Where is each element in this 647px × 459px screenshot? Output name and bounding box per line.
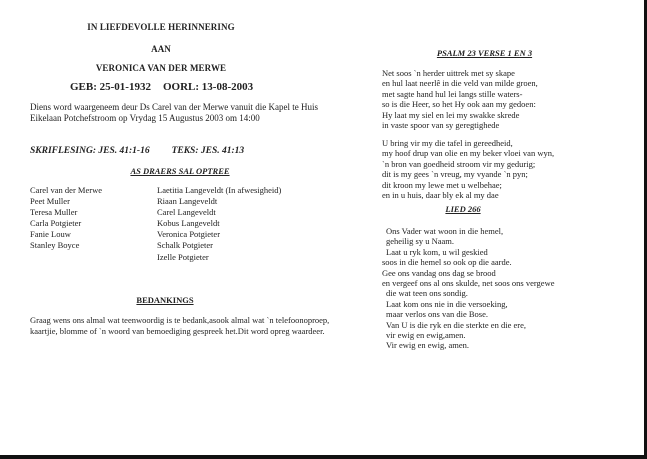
psalm-title: PSALM 23 VERSE 1 EN 3: [436, 48, 533, 58]
hymn-title: LIED 266: [445, 204, 481, 214]
psalm-line: dit is my gees `n vreug, my vyande `n pyn;: [382, 169, 528, 180]
bearer-name: Schalk Potgieter: [157, 240, 213, 251]
bearer-name: Teresa Muller: [30, 207, 78, 218]
hymn-line: Gee ons vandag ons dag se brood: [382, 267, 496, 278]
thanks-text: Graag wens ons almal wat teenwoordig is te bedank,asook almal wat `n telefoonoproep, kaartjie, blomme of `n woord van bemoediging gespreek het.Dit word opreg waardeer.: [30, 315, 330, 336]
sermon-text: TEKS: JES. 41:13: [171, 146, 245, 156]
bearer-name: Izelle Potgieter: [157, 251, 209, 262]
life-dates: [70, 81, 253, 93]
psalm-line: `n bron van goedheid stroom vir my gedurig;: [382, 158, 536, 169]
psalm-line: so is die Heer, so het Hy ook aan my gedoen:: [382, 99, 536, 110]
psalm-line: U bring vir my die tafel in gereedheid,: [382, 138, 513, 148]
hymn-line: Van U is die ryk en die sterkte en die ere,: [386, 319, 526, 330]
psalm-line: met sagte hand hul lei langs stille waters-: [382, 88, 523, 99]
bearer-name: Laetitia Langeveldt (In afwesigheid): [157, 185, 282, 195]
psalm-line: my hoof drup van olie en my beker vloei van wyn,: [382, 148, 555, 159]
heading-line-1: IN LIEFDEVOLLE HERINNERING: [87, 22, 235, 32]
bearer-name: Veronica Potgieter: [157, 229, 221, 240]
heading-line-2: AAN: [151, 44, 171, 54]
hymn-line: Laat u ryk kom, u wil geskied: [386, 246, 488, 257]
hymn-text: [382, 226, 647, 351]
psalm-stanza-2: [382, 138, 644, 200]
psalm-line: Net soos `n herder uittrek met sy skape: [382, 68, 515, 78]
hymn-line: Vir ewig en ewig, amen.: [386, 340, 470, 351]
psalm-line: en hul laat neerlê in die veld van milde groen,: [382, 78, 538, 89]
psalm-line: dit kroon my lewe met u welbehae;: [382, 179, 502, 190]
hymn-line: maar verlos ons van die Bose.: [386, 309, 488, 320]
bearer-name: Carel van der Merwe: [30, 185, 102, 195]
hymn-line: vir ewig en ewig,amen.: [386, 330, 466, 341]
bearer-name: Carla Potgieter: [30, 218, 82, 229]
hymn-line: soos in die hemel so ook op die aarde.: [382, 257, 512, 268]
birth-date: GEB: 25-01-1932: [70, 81, 151, 93]
bearers-list-right: [157, 185, 281, 263]
bearers-list-left: [30, 185, 102, 252]
scan-edge-bottom: [0, 455, 647, 459]
hymn-line: Ons Vader wat woon in die hemel,: [386, 226, 504, 236]
bearers-title: AS DRAERS SAL OPTREE: [130, 166, 230, 176]
hymn-line: en vergeef ons al ons skulde, net soos ons vergewe: [382, 278, 555, 289]
bearer-name: Fanie Louw: [30, 229, 71, 240]
bearer-name: Peet Muller: [30, 196, 70, 207]
psalm-line: Hy laat my siel en lei my swakke skrede: [382, 109, 520, 120]
scripture-reading: SKRIFLESING: JES. 41:1-16: [30, 146, 150, 156]
readings-line: [30, 146, 244, 156]
hymn-line: geheilig sy u Naam.: [386, 236, 454, 247]
deceased-name: VERONICA VAN DER MERWE: [95, 63, 227, 73]
bearer-name: Carel Langeveldt: [157, 207, 216, 218]
death-date: OORL: 13-08-2003: [162, 81, 254, 93]
bearer-name: Stanley Boyce: [30, 240, 80, 251]
psalm-line: in vaste spoor van sy geregtighede: [382, 120, 500, 131]
hymn-line: die wat teen ons sondig.: [386, 288, 468, 299]
hymn-line: Laat kom ons nie in die versoeking,: [386, 298, 508, 309]
bearer-name: Riaan Langeveldt: [157, 196, 218, 207]
service-details: Diens word waargeneem deur Ds Carel van der Merwe vanuit die Kapel te Huis Eikelaan Potchefstroom op Vrydag 15 Augustus 2003 om 14:00: [30, 102, 318, 123]
bearer-name: Kobus Langeveldt: [157, 218, 220, 229]
psalm-line: en in u huis, daar bly ek al my dae: [382, 190, 499, 201]
thanks-title: BEDANKINGS: [136, 295, 194, 305]
psalm-stanza-1: [382, 68, 644, 130]
